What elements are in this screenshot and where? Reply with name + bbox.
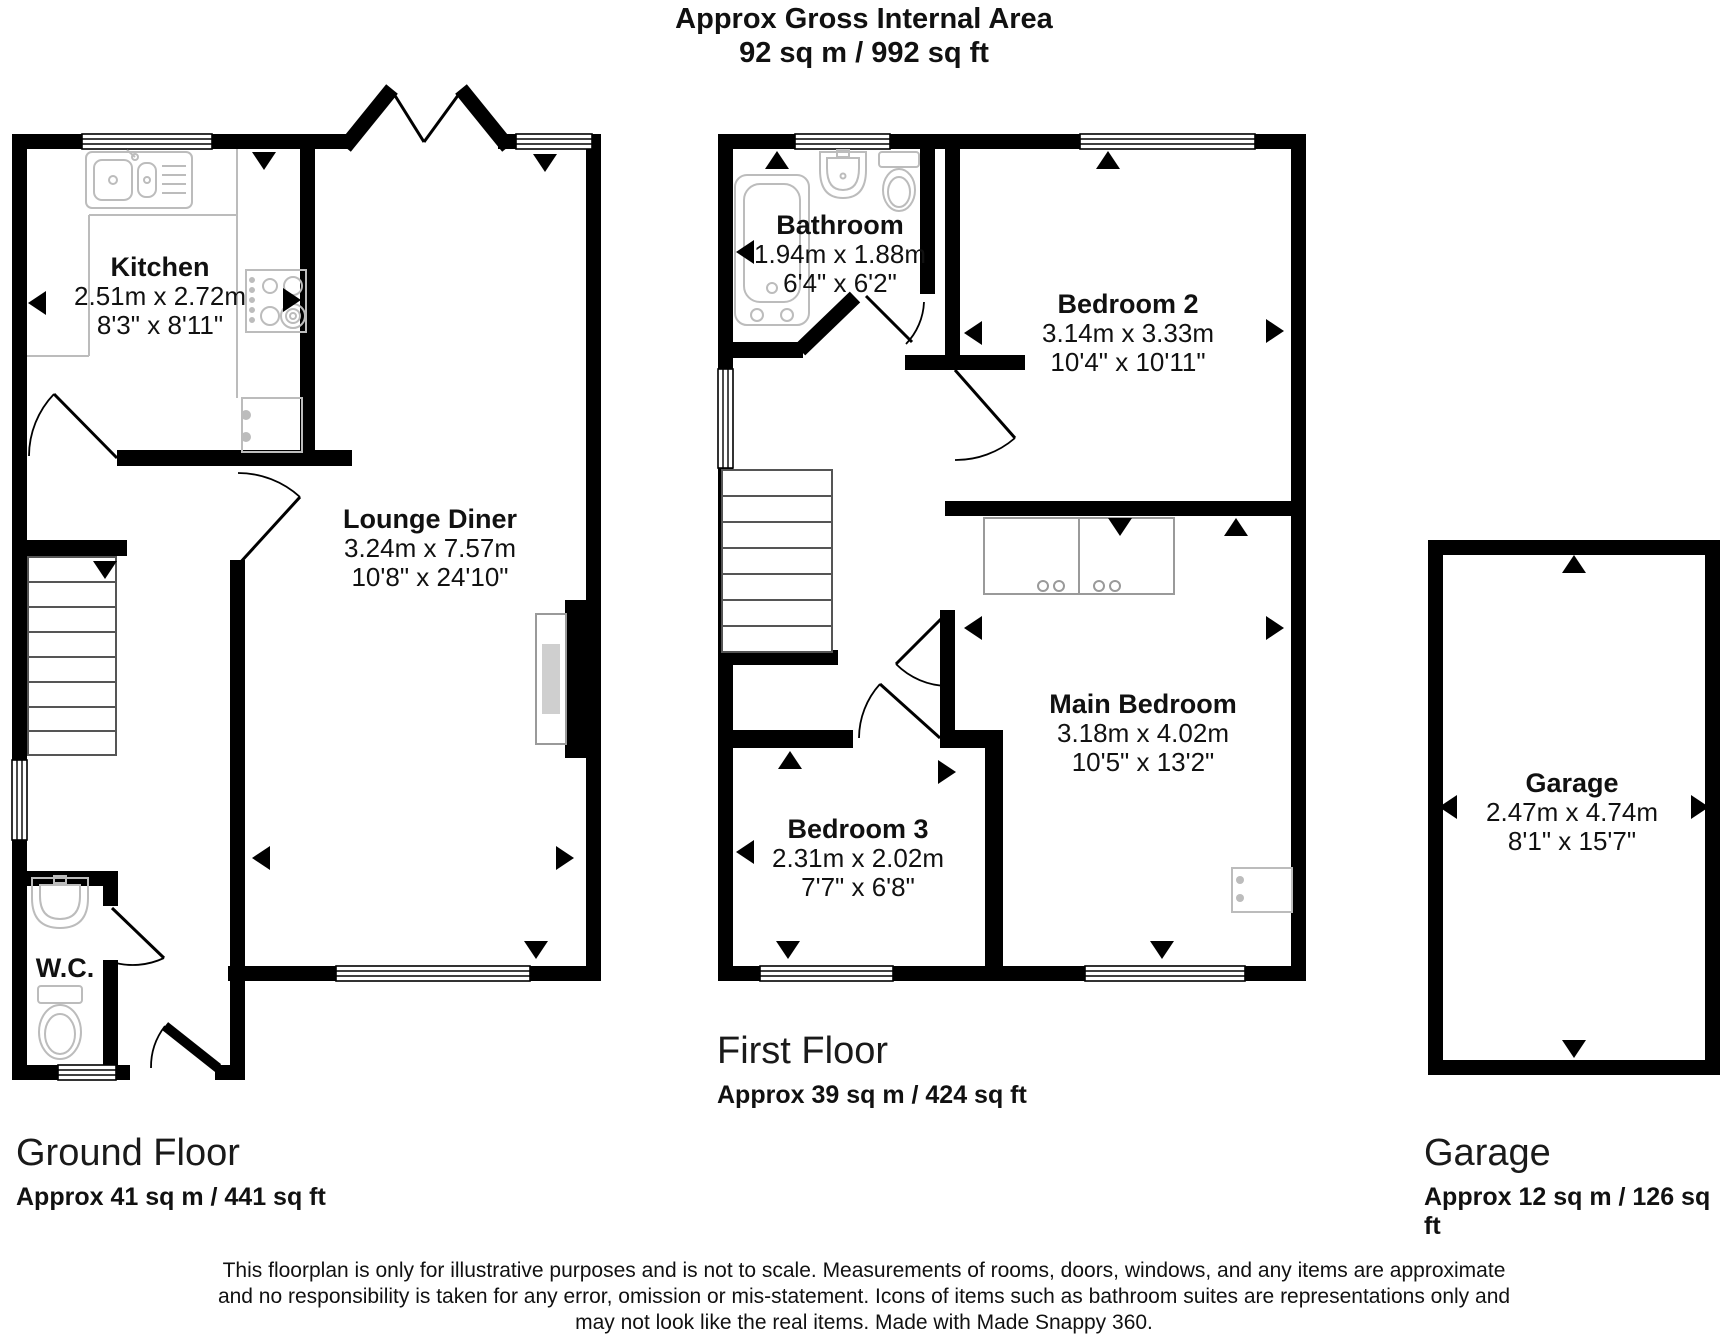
window-icon (795, 134, 890, 149)
direction-arrow-icon (252, 846, 270, 870)
direction-arrow-icon (556, 846, 574, 870)
direction-arrow-icon (252, 152, 276, 170)
wardrobe-icon (984, 518, 1174, 594)
room-label-main-bedroom: Main Bedroom 3.18m x 4.02m 10'5" x 13'2" (1049, 688, 1237, 778)
porch-wall (461, 89, 508, 147)
direction-arrow-icon (1562, 1040, 1586, 1058)
direction-arrow-icon (1096, 151, 1120, 169)
window-icon (1080, 134, 1255, 149)
gross-area-value: 92 sq m / 992 sq ft (739, 37, 989, 70)
window-icon (516, 134, 592, 149)
front-door-icon (394, 94, 424, 142)
first-floor-caption: First Floor Approx 39 sq m / 424 sq ft (717, 1030, 1027, 1109)
sink-icon (820, 150, 866, 198)
front-door-icon (424, 94, 459, 142)
direction-arrow-icon (1266, 319, 1284, 343)
door-icon (238, 473, 300, 565)
kitchen-sink-icon (86, 150, 192, 208)
stairs-icon (722, 470, 832, 652)
disclaimer-text: This floorplan is only for illustrative purposes and is not to scale. Measurements of rooms, doors, windows, and any items are approximate and no responsibility is taken for any error, omission or mis-statement. Icons of items such as bathroom suites are representations only and may not look like the real items. Made with Made Snappy 360. (217, 1259, 1511, 1334)
window-icon (1085, 966, 1245, 981)
direction-arrow-icon (964, 616, 982, 640)
appliance-icon (242, 398, 302, 452)
window-icon (718, 369, 733, 468)
page-title (0, 2, 1728, 70)
window-icon (760, 966, 893, 981)
door-icon (859, 684, 940, 738)
garage-caption: Garage Approx 12 sq m / 126 sq ft (1424, 1132, 1711, 1240)
chimney-breast (565, 600, 586, 758)
direction-arrow-icon (938, 760, 956, 784)
radiator-icon (1232, 868, 1292, 912)
toilet-icon (38, 986, 82, 1059)
door-icon (955, 370, 1015, 460)
window-icon (58, 1065, 116, 1080)
gross-area-heading: Approx Gross Internal Area (675, 3, 1053, 35)
door-icon (866, 296, 924, 344)
direction-arrow-icon (524, 941, 548, 959)
ground-floor-caption: Ground Floor Approx 41 sq m / 441 sq ft (16, 1132, 326, 1211)
direction-arrow-icon (1224, 518, 1248, 536)
door-icon (29, 394, 117, 458)
door-icon (112, 908, 164, 965)
direction-arrow-icon (533, 154, 557, 172)
direction-arrow-icon (765, 151, 789, 169)
window-icon (336, 966, 530, 981)
direction-arrow-icon (1150, 941, 1174, 959)
stairs-icon (28, 557, 116, 755)
direction-arrow-icon (1266, 616, 1284, 640)
door-icon (151, 1026, 218, 1068)
room-label-lounge-diner: Lounge Diner 3.24m x 7.57m 10'8" x 24'10" (343, 503, 517, 593)
room-label-bedroom-2: Bedroom 2 3.14m x 3.33m 10'4" x 10'11" (1042, 288, 1214, 378)
direction-arrow-icon (964, 321, 982, 345)
room-label-bathroom: Bathroom 1.94m x 1.88m 6'4" x 6'2" (754, 209, 926, 299)
direction-arrow-icon (1562, 555, 1586, 573)
direction-arrow-icon (736, 840, 754, 864)
porch-wall (345, 89, 392, 147)
toilet-icon (879, 152, 919, 211)
room-label-bedroom-3: Bedroom 3 2.31m x 2.02m 7'7" x 6'8" (772, 813, 944, 903)
direction-arrow-icon (776, 941, 800, 959)
window-icon (12, 760, 27, 840)
direction-arrow-icon (28, 291, 46, 315)
direction-arrow-icon (778, 751, 802, 769)
room-label-kitchen: Kitchen 2.51m x 2.72m 8'3" x 8'11" (74, 251, 246, 341)
fireplace-icon (536, 614, 566, 744)
room-label-garage: Garage 2.47m x 4.74m 8'1" x 15'7" (1486, 767, 1658, 857)
window-icon (82, 134, 212, 149)
room-label-wc: W.C. (35, 952, 95, 983)
